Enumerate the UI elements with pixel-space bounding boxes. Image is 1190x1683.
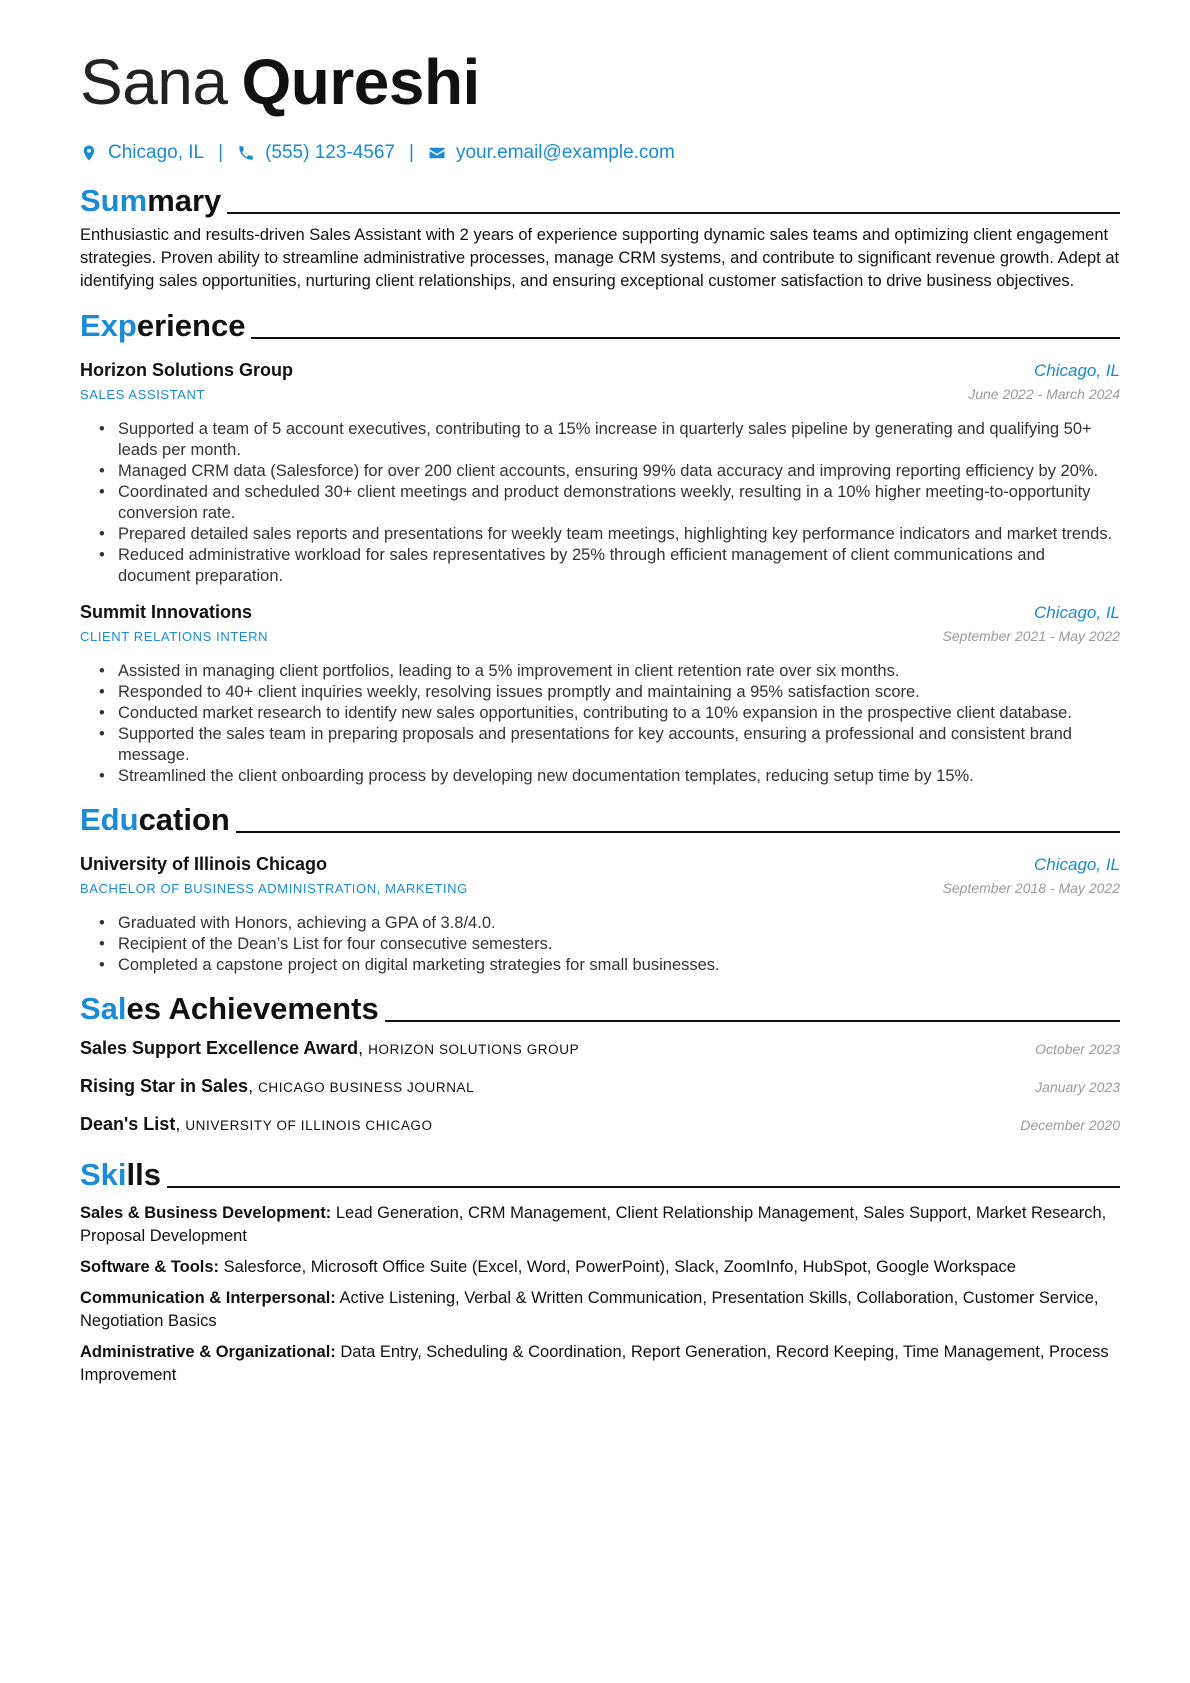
bullet-item: • Coordinated and scheduled 30+ client meetings and product demonstrations weekly, resulting in a 10% higher meeting-to-opportunity conversion rate. [118,482,1120,524]
separator: | [409,142,414,163]
section-skills-header [80,1152,1120,1194]
bullet-item: • Assisted in managing client portfolios, leading to a 5% improvement in client retention rate over six months. [118,661,1120,682]
job-role: CLIENT RELATIONS INTERN [80,629,269,644]
phone-icon [237,144,255,162]
degree: BACHELOR OF BUSINESS ADMINISTRATION, MARKETING [80,881,468,896]
company-name: Summit Innovations [80,602,253,622]
achievement-issuer: CHICAGO BUSINESS JOURNAL [258,1080,475,1095]
contact-email[interactable] [428,142,675,164]
education-entry [80,851,1120,976]
skill-group [80,1256,1120,1279]
achievement-title: Rising Star in Sales [80,1076,249,1096]
achievement-item: Rising Star in Sales, CHICAGO BUSINESS JOURNAL January 2023 [80,1076,1120,1096]
bullet-item: • Recipient of the Dean’s List for four consecutive semesters. [118,934,1120,955]
skill-category: Administrative & Organizational: [80,1343,336,1361]
job-bullets [80,661,1120,787]
achievement-date: January 2023 [1035,1079,1120,1095]
school-location: Chicago, IL [1034,855,1120,874]
section-title: Skills [80,1157,161,1192]
summary-text: Enthusiastic and results-driven Sales Assistant with 2 years of experience supporting dynamic sales teams and optimizing client engagement strategies. Proven ability to streamline administrative processes, manage CRM systems, and contribute to significant revenue growth. Adept at identifying sales opportunities, nurturing client relationships, and ensuring exceptional customer satisfaction to drive business objectives. [80,226,1120,290]
skill-group [80,1202,1120,1248]
achievement-title: Dean's List [80,1114,176,1134]
section-rule [227,212,1120,214]
job-role: SALES ASSISTANT [80,387,206,402]
email-link[interactable]: your.email@example.com [455,142,675,163]
section-title: Sales Achievements [80,991,379,1026]
skill-category: Communication & Interpersonal: [80,1289,336,1307]
first-name: Sana [80,46,228,118]
section-achievements-header [80,986,1120,1028]
phone-text: (555) 123-4567 [265,142,395,163]
section-title: Education [80,802,230,837]
last-name: Qureshi [241,46,480,118]
section-experience-header [80,303,1120,345]
job-dates: June 2022 - March 2024 [968,386,1120,402]
section-title: Experience [80,308,246,343]
achievement-item: Dean's List, UNIVERSITY OF ILLINOIS CHICAGO December 2020 [80,1114,1120,1134]
section-rule [385,1020,1120,1022]
job-entry [80,357,1120,587]
bullet-item: • Streamlined the client onboarding process by developing new documentation templates, reducing setup time by 15%. [118,766,1120,787]
bullet-item: • Responded to 40+ client inquiries weekly, resolving issues promptly and maintaining a 95% satisfaction score. [118,682,1120,703]
section-education-header [80,797,1120,839]
skill-category: Sales & Business Development: [80,1204,332,1222]
skill-list: Data Entry, Scheduling & Coordination, Report Generation, Record Keeping, Time Management, Process Improvement [80,1343,1109,1384]
section-rule [236,831,1120,833]
achievement-date: December 2020 [1020,1117,1120,1133]
section-rule [167,1186,1120,1188]
skill-group [80,1341,1120,1387]
achievement-issuer: UNIVERSITY OF ILLINOIS CHICAGO [185,1118,433,1133]
contact-phone[interactable] [237,142,395,164]
education-bullets [80,913,1120,976]
envelope-icon [428,144,446,162]
location-text: Chicago, IL [108,142,205,163]
job-entry [80,599,1120,787]
contact-location [80,142,204,164]
bullet-item: • Prepared detailed sales reports and presentations for weekly team meetings, highlighting key performance indicators and market trends. [118,524,1120,545]
bullet-item: • Supported a team of 5 account executives, contributing to a 15% increase in quarterly sales pipeline by generating and qualifying 50+ leads per month. [118,419,1120,461]
achievement-issuer: HORIZON SOLUTIONS GROUP [368,1042,580,1057]
achievement-date: October 2023 [1035,1041,1120,1057]
job-dates: September 2021 - May 2022 [942,628,1120,644]
separator: | [218,142,224,163]
bullet-item: • Supported the sales team in preparing proposals and presentations for key accounts, ensuring a professional and consistent brand message. [118,724,1120,766]
skill-list: Salesforce, Microsoft Office Suite (Excel, Word, PowerPoint), Slack, ZoomInfo, HubSpot, Google Workspace [223,1258,1016,1276]
bullet-item: • Reduced administrative workload for sales representatives by 25% through efficient management of client communications and document preparation. [118,545,1120,587]
achievement-title: Sales Support Excellence Award [80,1038,359,1058]
section-rule [251,337,1120,339]
job-location: Chicago, IL [1034,361,1120,380]
section-title: Summary [80,183,222,218]
section-summary-header [80,178,1120,220]
achievement-item: Sales Support Excellence Award, HORIZON SOLUTIONS GROUP October 2023 [80,1038,1120,1058]
job-location: Chicago, IL [1034,603,1120,622]
contact-bar [80,138,1120,168]
map-pin-icon [80,144,98,162]
bullet-item: • Managed CRM data (Salesforce) for over 200 client accounts, ensuring 99% data accuracy and improving reporting efficiency by 20%. [118,461,1120,482]
candidate-name [80,40,1120,124]
resume-page [80,40,1120,1387]
bullet-item: • Graduated with Honors, achieving a GPA of 3.8/4.0. [118,913,1120,934]
school-name: University of Illinois Chicago [80,854,328,874]
job-bullets [80,419,1120,587]
skill-list: Active Listening, Verbal & Written Communication, Presentation Skills, Collaboration, Customer Service, Negotiation Basics [80,1289,1099,1330]
skill-category: Software & Tools: [80,1258,220,1276]
skill-group [80,1287,1120,1333]
company-name: Horizon Solutions Group [80,360,293,380]
skill-list: Lead Generation, CRM Management, Client Relationship Management, Sales Support, Market Research, Proposal Development [80,1204,1107,1245]
education-dates: September 2018 - May 2022 [942,880,1120,896]
bullet-item: • Conducted market research to identify new sales opportunities, contributing to a 10% expansion in the prospective client database. [118,703,1120,724]
bullet-item: • Completed a capstone project on digital marketing strategies for small businesses. [118,955,1120,976]
